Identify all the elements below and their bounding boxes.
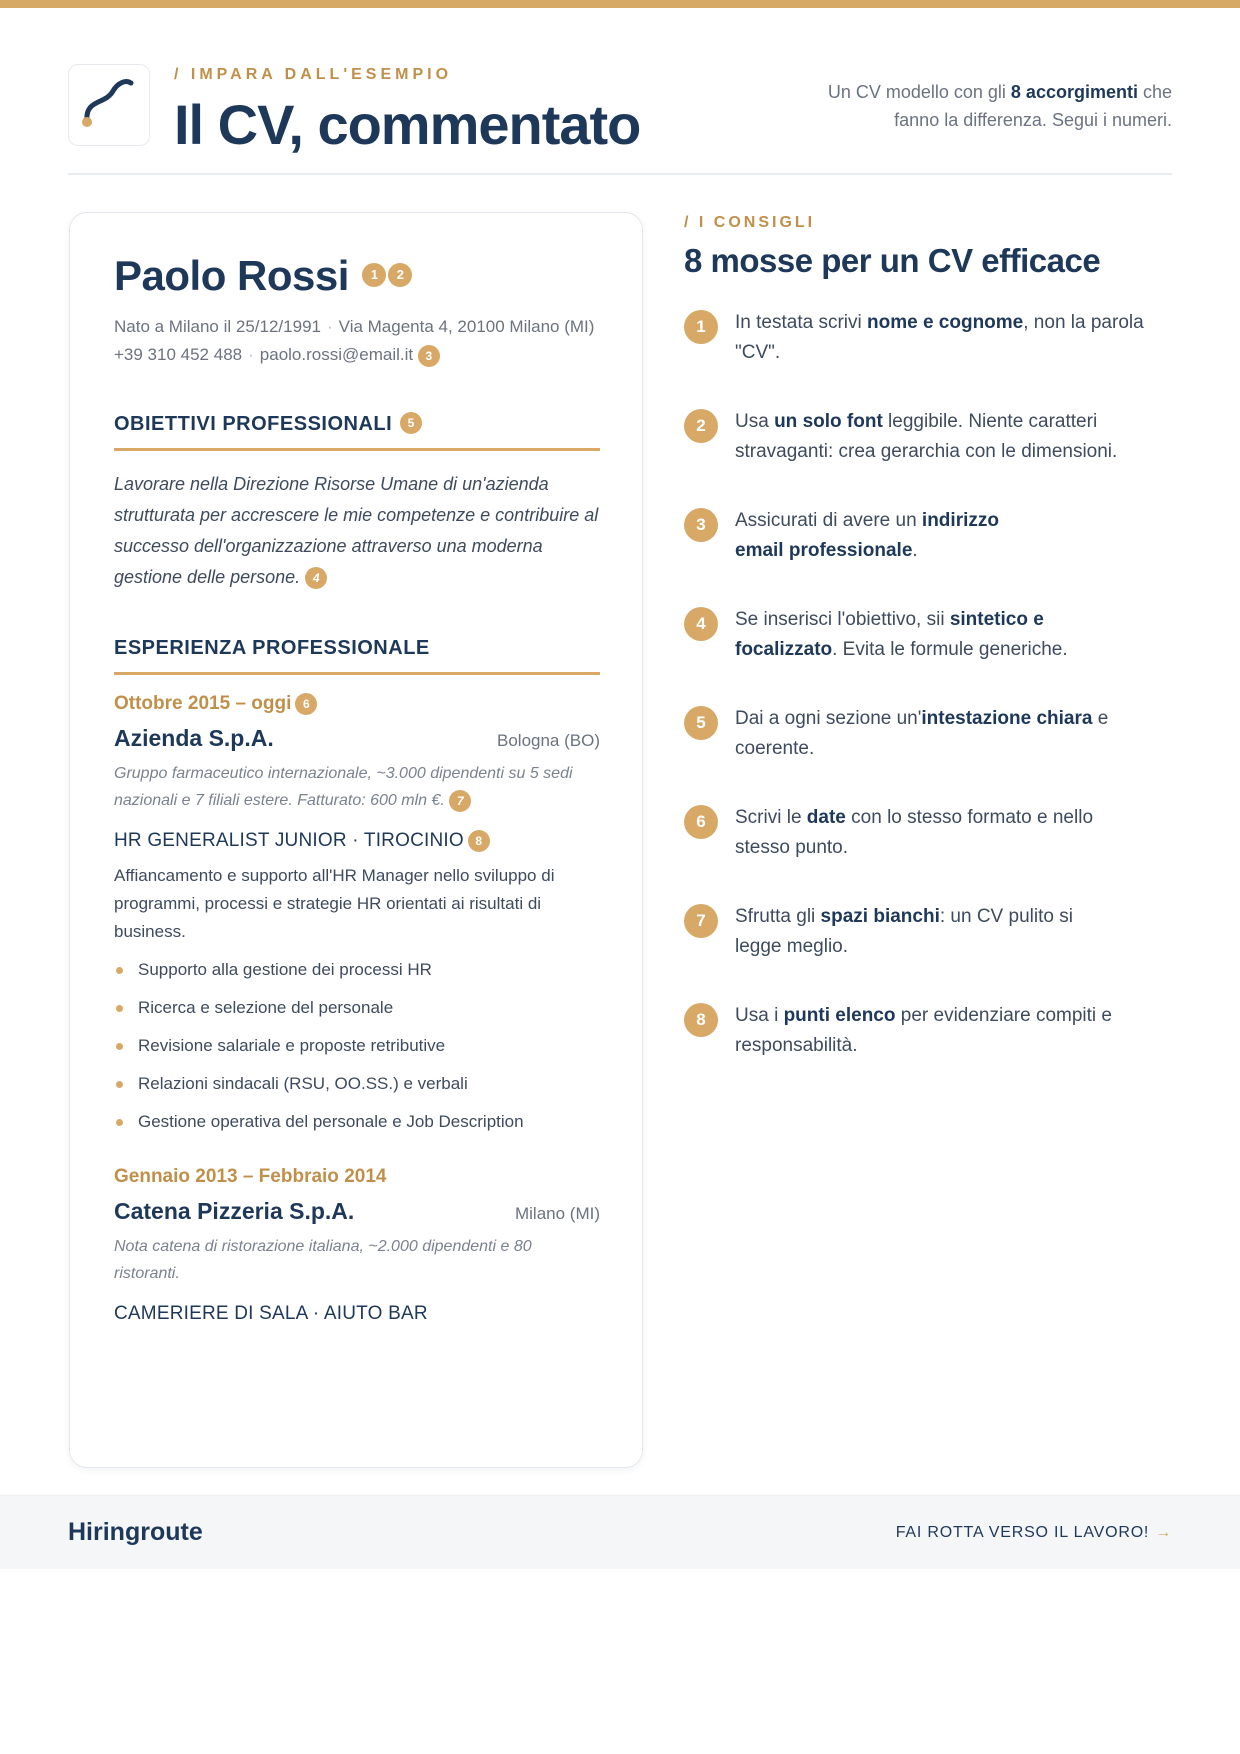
- tip-text: In testata scrivi nome e cognome, non la parola "CV".: [735, 312, 1144, 363]
- header-eyebrow: / IMPARA DALL'ESEMPIO: [174, 66, 453, 83]
- tip-number: 6: [684, 805, 718, 839]
- list-item: Gestione operativa del personale e Job Description: [114, 1108, 600, 1136]
- list-item: Revisione salariale e proposte retributive: [114, 1032, 600, 1060]
- job-city: Bologna (BO): [497, 731, 600, 751]
- section-title-experience: ESPERIENZA PROFESSIONALE: [114, 637, 600, 675]
- cv-name: Paolo Rossi 1 2: [114, 251, 600, 301]
- header-divider: [68, 173, 1172, 175]
- tip-text: Usa un solo font leggibile. Niente caratteri stravaganti: crea gerarchia con le dimensioni.: [735, 411, 1118, 462]
- tip-text: Dai a ogni sezione un'intestazione chiara e coerente.: [735, 708, 1109, 759]
- tip-number: 2: [684, 409, 718, 443]
- annotation-badge: 1: [362, 263, 386, 287]
- annotation-badge: 3: [418, 345, 440, 367]
- job-date: Gennaio 2013 – Febbraio 2014: [114, 1166, 387, 1188]
- annotation-badge: 7: [449, 790, 471, 812]
- job-description: Nota catena di ristorazione italiana, ~2.000 dipendenti e 80 ristoranti.: [114, 1238, 532, 1283]
- tip-number: 8: [684, 1003, 718, 1037]
- tips-title: 8 mosse per un CV efficace: [684, 242, 1101, 279]
- cv-contact: Nato a Milano il 25/12/1991 · Via Magenta 4, 20100 Milano (MI) +39 310 452 488 · paolo.rossi@email.it 3: [114, 313, 600, 369]
- job-bullets: [114, 956, 600, 1136]
- tip-number: 1: [684, 310, 718, 344]
- tip-text: Sfrutta gli spazi bianchi: un CV pulito si legge meglio.: [735, 906, 1073, 957]
- tip-text: Scrivi le date con lo stesso formato e nello stesso punto.: [735, 807, 1094, 858]
- objective-text: Lavorare nella Direzione Risorse Umane di un'azienda strutturata per accrescere le mie competenze e contribuire al successo dell'organizzazione attraverso una moderna gestione delle persone. 4: [114, 469, 600, 593]
- tip-text: Se inserisci l'obiettivo, sii sintetico e focalizzato. Evita le formule generiche.: [735, 609, 1068, 660]
- job-company: Catena Pizzeria S.p.A.: [114, 1198, 355, 1225]
- page-footer: [0, 1495, 1240, 1569]
- list-item: Ricerca e selezione del personale: [114, 994, 600, 1022]
- job-city: Milano (MI): [514, 1204, 600, 1224]
- tip-number: 4: [684, 607, 718, 641]
- page-header: [68, 64, 1172, 174]
- annotation-badge: 5: [400, 412, 422, 434]
- list-item: Supporto alla gestione dei processi HR: [114, 956, 600, 984]
- job-entry: [114, 1166, 600, 1325]
- job-entry: [114, 693, 600, 1136]
- job-company: Azienda S.p.A.: [114, 725, 274, 752]
- job-date: Ottobre 2015 – oggi 6: [114, 693, 600, 715]
- tips-column: [684, 214, 1154, 280]
- route-icon: [69, 65, 151, 147]
- logo: [68, 64, 150, 146]
- tip-number: 3: [684, 508, 718, 542]
- list-item: Relazioni sindacali (RSU, OO.SS.) e verbali: [114, 1070, 600, 1098]
- job-description: Gruppo farmaceutico internazionale, ~3.000 dipendenti su 5 sedi nazionali e 7 filiali estere. Fatturato: 600 mln €. 7: [114, 760, 600, 814]
- annotation-badge: 8: [468, 830, 490, 852]
- job-role: HR GENERALIST JUNIOR · TIROCINIO 8: [114, 830, 600, 852]
- annotation-badge: 6: [295, 693, 317, 715]
- arrow-right-icon: →: [1155, 1524, 1172, 1541]
- annotation-badge: 2: [388, 263, 412, 287]
- cv-card: [69, 212, 643, 1468]
- footer-brand: Hiringroute: [68, 1518, 203, 1546]
- tip-text: Usa i punti elenco per evidenziare compiti e responsabilità.: [735, 1005, 1112, 1056]
- tip-number: 7: [684, 904, 718, 938]
- tips-eyebrow: / I CONSIGLI: [684, 214, 816, 231]
- tip-number: 5: [684, 706, 718, 740]
- section-title-objectives: OBIETTIVI PROFESSIONALI 5: [114, 413, 600, 451]
- top-accent-bar: [0, 0, 1240, 8]
- annotation-badge: 4: [305, 567, 327, 589]
- tip-text: Assicurati di avere un indirizzo email professionale.: [735, 510, 999, 561]
- job-role: CAMERIERE DI SALA · AIUTO BAR: [114, 1303, 428, 1325]
- page-title: Il CV, commentato: [174, 93, 641, 156]
- footer-cta-link[interactable]: FAI ROTTA VERSO IL LAVORO! →: [895, 1524, 1172, 1541]
- header-intro: Un CV modello con gli 8 accorgimenti che fanno la differenza. Segui i numeri.: [827, 82, 1172, 130]
- job-summary: Affiancamento e supporto all'HR Manager nello sviluppo di programmi, processi e strategie HR orientati ai risultati di business.: [114, 866, 555, 942]
